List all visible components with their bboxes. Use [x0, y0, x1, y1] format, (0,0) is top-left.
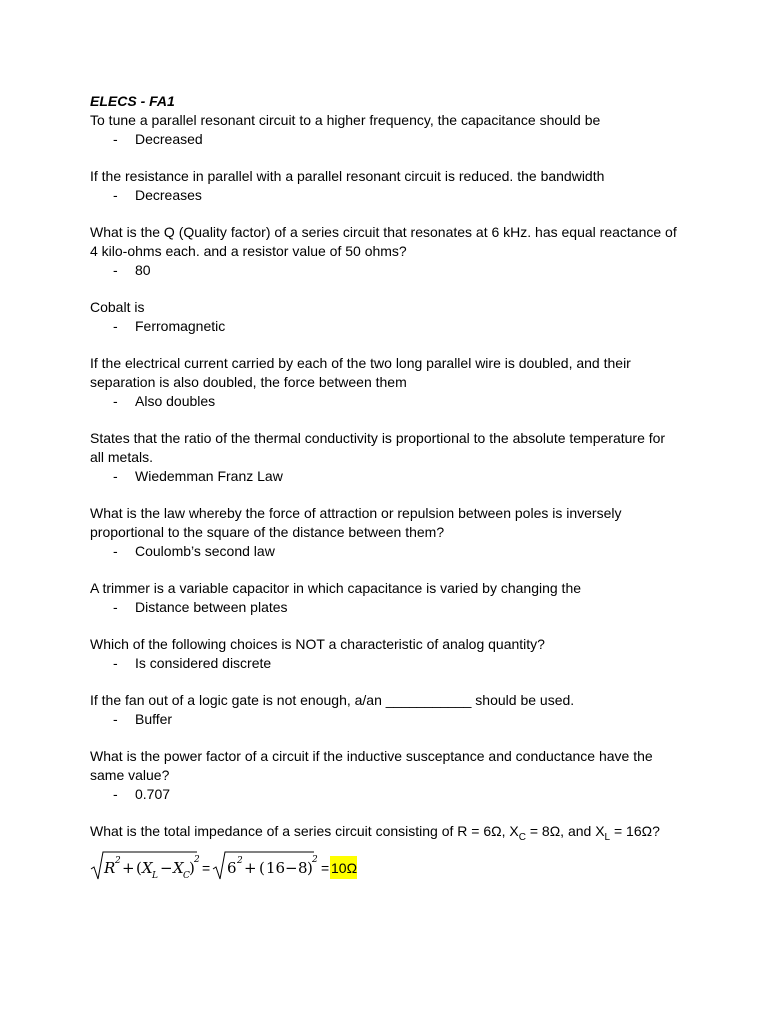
- eq-eight-exp: 2: [312, 854, 318, 865]
- answer-dash: -: [113, 262, 118, 278]
- question-text: What is the Q (Quality factor) of a series circuit that resonates at 6 kHz. has equal reactance of 4 kilo-ohms each. and a resistor value of 50 ohms?: [90, 224, 677, 259]
- question-text: What is the law whereby the force of attraction or repulsion between poles is inversely proportional to the square of the distance between them?: [90, 505, 622, 540]
- qa-item: [90, 167, 680, 223]
- answer-line: [90, 542, 680, 561]
- answer-dash: -: [113, 655, 118, 671]
- question-text: A trimmer is a variable capacitor in which capacitance is varied by changing the: [90, 580, 582, 596]
- qa-item: [90, 635, 680, 691]
- eq-xc-sub: C: [183, 870, 190, 881]
- spacer: [90, 673, 680, 691]
- spacer: [90, 561, 680, 579]
- eq-plus-2: +: [244, 858, 257, 877]
- impedance-equation: [90, 849, 680, 885]
- answer-text: Decreased: [135, 131, 203, 147]
- answer-line: [90, 261, 680, 280]
- qa-item: [90, 111, 680, 167]
- answer-line: [90, 317, 680, 336]
- answer-dash: -: [113, 131, 118, 147]
- answer-dash: -: [113, 786, 118, 802]
- spacer: [90, 729, 680, 747]
- eq-xl-sub: L: [152, 870, 158, 881]
- qa-item: [90, 354, 680, 429]
- spacer: [90, 617, 680, 635]
- qa-item: [90, 298, 680, 354]
- answer-text: Coulomb’s second law: [135, 543, 275, 559]
- qa-item: [90, 429, 680, 504]
- answer-dash: -: [113, 468, 118, 484]
- eq-eight: 8: [298, 858, 308, 877]
- answer-text: Ferromagnetic: [135, 318, 226, 334]
- qa-item: [90, 747, 680, 822]
- question-text: If the electrical current carried by each of the two long parallel wire is doubled, and their separation is also doubled, the force between them: [90, 355, 631, 390]
- question-text: States that the ratio of the thermal conductivity is proportional to the absolute temperature for all metals.: [90, 430, 666, 465]
- eq-lparen: (: [136, 858, 142, 877]
- eq-six-exp: 2: [237, 855, 243, 866]
- answer-line: [90, 710, 680, 729]
- question-text: Cobalt is: [90, 299, 145, 315]
- svg-text:(: (: [259, 858, 265, 877]
- eq-paren-exp: 2: [194, 854, 200, 865]
- spacer: [90, 486, 680, 504]
- qa-item: [90, 691, 680, 747]
- svg-text:): ): [307, 858, 313, 877]
- document-content: [90, 92, 680, 885]
- question-text: To tune a parallel resonant circuit to a higher frequency, the capacitance should be: [90, 112, 601, 128]
- answer-text: Distance between plates: [135, 599, 288, 615]
- eq-equals-2: =: [321, 859, 330, 876]
- answer-text: Is considered discrete: [135, 655, 272, 671]
- answer-dash: -: [113, 711, 118, 727]
- qa-list: [90, 111, 680, 822]
- eq-sixteen: 16: [266, 858, 286, 877]
- equation-svg: [90, 849, 370, 885]
- qa-item: [90, 223, 680, 298]
- answer-dash: -: [113, 393, 118, 409]
- answer-text: Buffer: [135, 711, 173, 727]
- answer-dash: -: [113, 599, 118, 615]
- answer-dash: -: [113, 318, 118, 334]
- eq-equals-1: =: [202, 859, 211, 876]
- last-question: What is the total impedance of a series circuit consisting of R = 6Ω, $X_C = 8\Omega$, and $X_L = 16\Omega$?: [90, 823, 660, 843]
- question-text: Which of the following choices is NOT a characteristic of analog quantity?: [90, 636, 545, 652]
- answer-line: [90, 130, 680, 149]
- eq-r-exp: 2: [115, 855, 121, 866]
- answer-dash: -: [113, 543, 118, 559]
- document-title: ELECS - FA1: [90, 93, 175, 109]
- question-text: What is the power factor of a circuit if the inductive susceptance and conductance have the same value?: [90, 748, 653, 783]
- answer-text: Decreases: [135, 187, 202, 203]
- eq-rparen: ): [189, 858, 195, 877]
- question-text: If the resistance in parallel with a parallel resonant circuit is reduced. the bandwidth: [90, 168, 605, 184]
- answer-line: [90, 598, 680, 617]
- answer-text: Also doubles: [135, 393, 216, 409]
- question-text: If the fan out of a logic gate is not enough, a/an ___________ should be used.: [90, 692, 575, 708]
- answer-line: [90, 186, 680, 205]
- spacer: [90, 280, 680, 298]
- eq-plus: +: [122, 858, 135, 877]
- spacer: [90, 149, 680, 167]
- answer-line: [90, 785, 680, 804]
- spacer: [90, 205, 680, 223]
- spacer: [90, 804, 680, 822]
- qa-item: [90, 579, 680, 635]
- qa-item: [90, 504, 680, 579]
- answer-line: [90, 392, 680, 411]
- eq-r: R: [104, 858, 116, 877]
- answer-text: 80: [135, 262, 151, 278]
- spacer: [90, 336, 680, 354]
- answer-text: Wiedemman Franz Law: [135, 468, 283, 484]
- eq-result: 10Ω: [331, 859, 358, 876]
- answer-text: 0.707: [135, 786, 171, 802]
- eq-minus-2: −: [285, 858, 298, 877]
- eq-xl: X: [142, 858, 153, 877]
- answer-line: [90, 654, 680, 673]
- eq-xc: X: [173, 858, 184, 877]
- spacer: [90, 411, 680, 429]
- eq-six: 6: [227, 858, 237, 877]
- eq-minus: −: [160, 858, 173, 877]
- answer-dash: -: [113, 187, 118, 203]
- answer-line: [90, 467, 680, 486]
